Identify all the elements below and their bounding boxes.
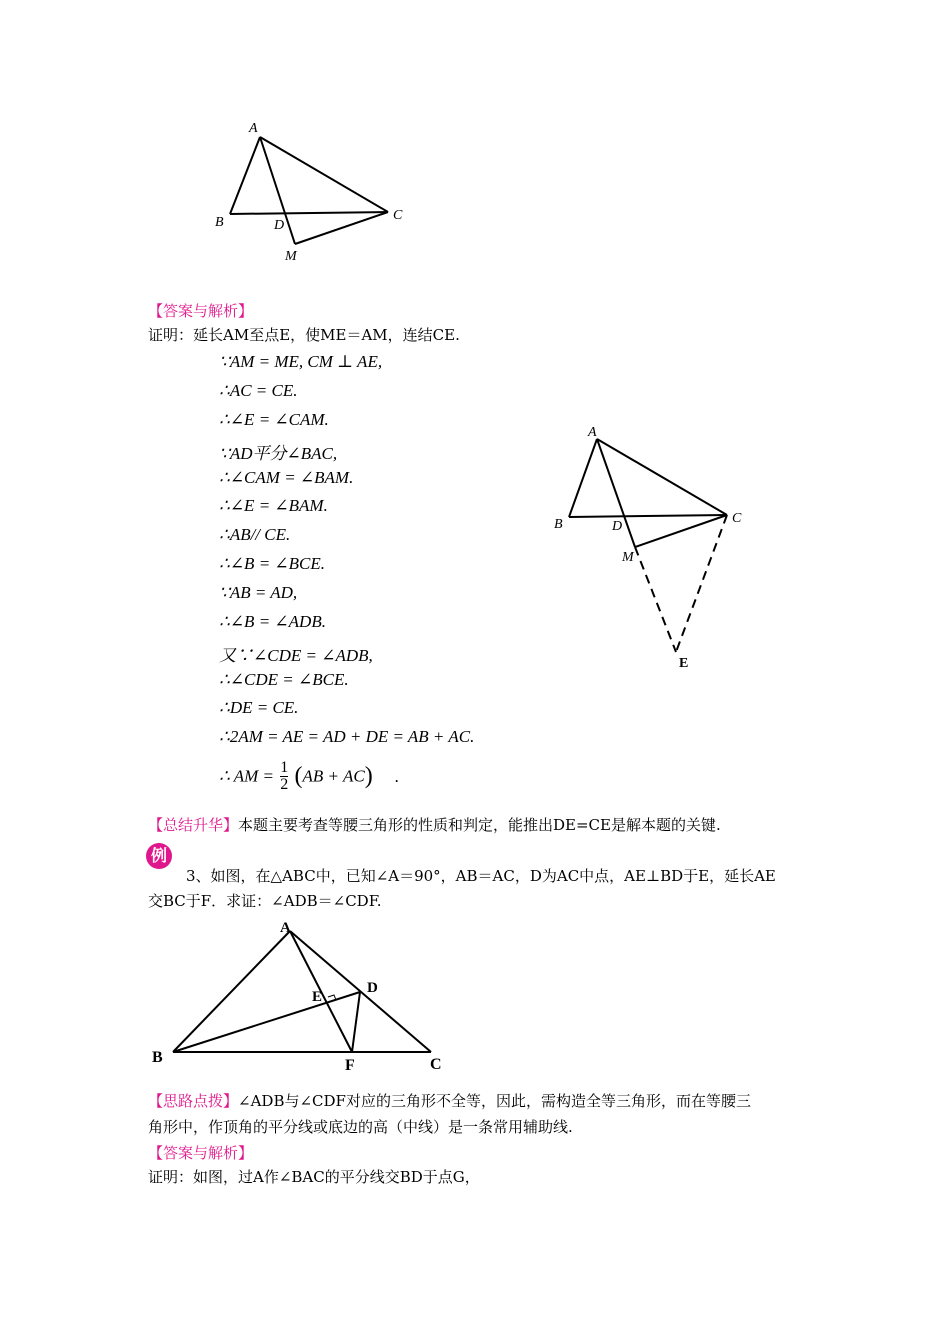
label-a: A [280, 920, 291, 936]
hint-line2: 角形中，作顶角的平分线或底边的高（中线）是一条常用辅助线. [148, 1118, 573, 1136]
proof-line-5: ∴∠CAM = ∠BAM. [219, 468, 354, 487]
proof-line-13: ∴DE = CE. [219, 698, 299, 717]
proof-line-9: ∵AB = AD, [219, 583, 298, 602]
proof-line-2: ∴AC = CE. [219, 381, 298, 400]
figure-triangle-abc-extended [545, 420, 755, 675]
fraction-one-half [280, 760, 288, 793]
label-c: C [393, 208, 403, 223]
proof-line-6: ∴∠E = ∠BAM. [219, 496, 328, 515]
label-c: C [430, 1056, 442, 1073]
final-inner: AB + AC [302, 766, 365, 786]
answer-heading-2: 【答案与解析】 [148, 1144, 254, 1162]
summary-text: 本题主要考查等腰三角形的性质和判定，能推出DE=CE是解本题的关键. [238, 816, 721, 834]
proof-line-4: ∵AD平分∠BAC, [219, 444, 338, 463]
proof-line-14: ∴2AM = AE = AD + DE = AB + AC. [219, 727, 475, 746]
label-m: M [285, 249, 297, 264]
proof-line-11: 又∵∠CDE = ∠ADB, [219, 646, 373, 665]
label-a: A [249, 121, 258, 136]
label-a: A [588, 425, 597, 440]
summary-heading: 【总结升华】 [148, 816, 239, 834]
label-b: B [215, 215, 224, 230]
hint-text-1: ∠ADB与∠CDF对应的三角形不全等，因此，需构造全等三角形，而在等腰三 [238, 1092, 751, 1110]
hint-line1 [148, 1092, 751, 1110]
label-c: C [732, 511, 742, 526]
label-d: D [274, 218, 285, 233]
example3-line2: 交BC于F．求证：∠ADB＝∠CDF. [148, 892, 382, 910]
hint-heading: 【思路点拨】 [148, 1092, 239, 1110]
final-suffix: . [394, 766, 400, 786]
proof-line-final: ∴ AM = $\frac{1}{2}$ (AB + AC) . [219, 759, 400, 793]
label-b: B [152, 1049, 163, 1066]
proof-line-1: ∵AM = ME, CM ⊥ AE, [219, 352, 383, 371]
proof-intro-2: 证明：如图，过A作∠BAC的平分线交BD于点G， [148, 1168, 480, 1186]
label-b: B [554, 517, 563, 532]
final-prefix: ∴ AM = [219, 766, 275, 786]
proof-line-7: ∴AB// CE. [219, 525, 291, 544]
summary [148, 816, 721, 834]
label-e: E [312, 989, 323, 1005]
proof-line-3: ∴∠E = ∠CAM. [219, 410, 329, 429]
label-d: D [367, 980, 378, 996]
figure-triangle-abc-median [205, 115, 415, 270]
label-d: D [612, 519, 623, 534]
proof-intro: 证明：延长AM至点E，使ME＝AM，连结CE. [148, 326, 460, 344]
proof-line-10: ∴∠B = ∠ADB. [219, 612, 326, 631]
proof-line-8: ∴∠B = ∠BCE. [219, 554, 326, 573]
example3-line1: 3、如图，在△ABC中，已知∠A＝90°，AB＝AC，D为AC中点，AE⊥BD于E，延长AE [186, 867, 776, 885]
label-m: M [622, 550, 634, 565]
example-badge: 例 [146, 843, 172, 869]
figure-right-isosceles-triangle [145, 915, 465, 1075]
label-f: F [345, 1057, 355, 1074]
frac-numerator: 1 [280, 759, 289, 776]
label-e: E [679, 656, 689, 671]
answer-heading: 【答案与解析】 [148, 302, 254, 320]
frac-denominator: 2 [280, 776, 289, 793]
proof-line-12: ∴∠CDE = ∠BCE. [219, 670, 349, 689]
